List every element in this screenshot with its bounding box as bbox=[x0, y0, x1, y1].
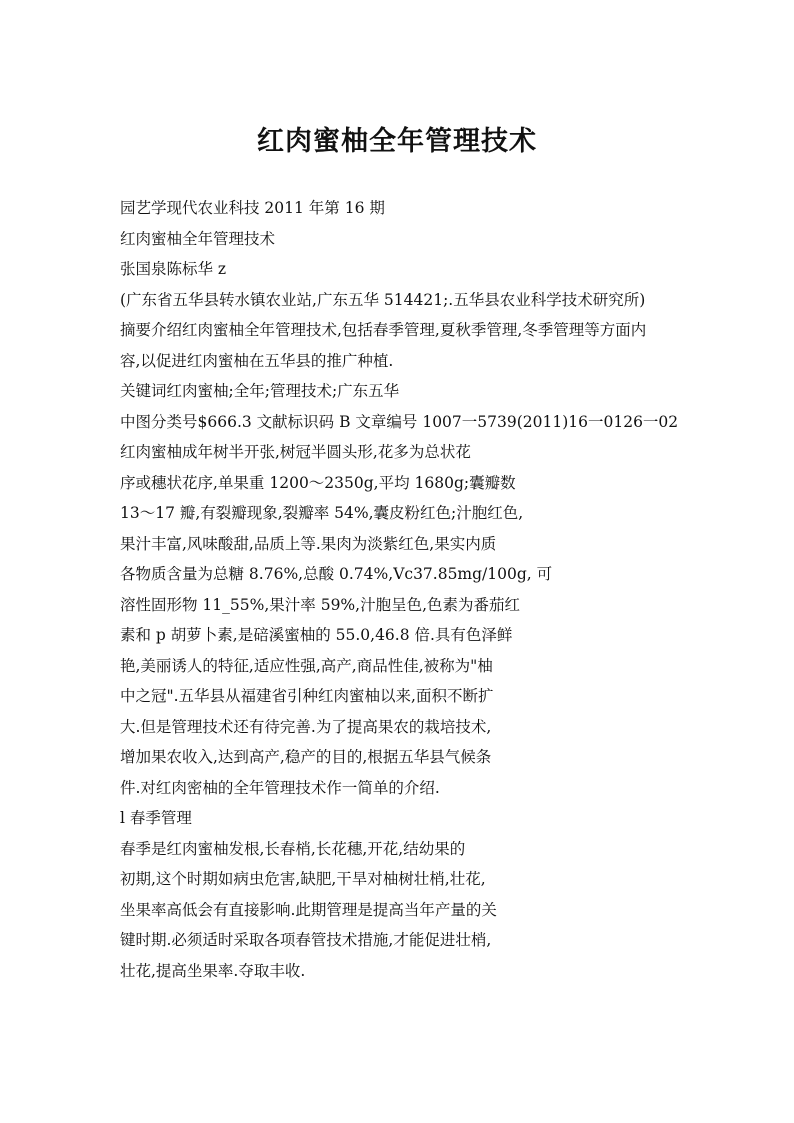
abstract-line: 摘要介绍红肉蜜柚全年管理技术,包括春季管理,夏秋季管理,冬季管理等方面内 bbox=[120, 321, 647, 339]
body-text-line: 13～17 瓣,有裂瓣现象,裂瓣率 54%,囊皮粉红色;汁胞红色, bbox=[120, 504, 524, 522]
body-text-line: 溶性固形物 11_55%,果汁率 59%,汁胞呈色,色素为番茄红 bbox=[120, 595, 521, 614]
classification-line: 中图分类号$666.3 文献标识码 B 文章编号 1007一5739(2011)16一0126一02 bbox=[120, 412, 679, 431]
body-text-line: 初期,这个时期如病虫危害,缺肥,干旱对柚树壮梢,壮花, bbox=[120, 870, 486, 888]
body-text-line: 中之冠".五华县从福建省引种红肉蜜柚以来,面积不断扩 bbox=[120, 687, 494, 705]
body-text-line: 键时期.必须适时采取各项春管技术措施,才能促进壮梢, bbox=[120, 931, 492, 949]
body-text-line: 增加果农收入,达到高产,稳产的目的,根据五华县气候条 bbox=[120, 748, 492, 766]
body-text-line: 艳,美丽诱人的特征,适应性强,高产,商品性佳,被称为"柚 bbox=[120, 656, 493, 675]
affiliation-line: (广东省五华县转水镇农业站,广东五华 514421;.五华县农业科学技术研究所) bbox=[120, 290, 646, 309]
body-text-line: 素和 p 胡萝卜素,是碚溪蜜柚的 55.0,46.8 倍.具有色泽鲜 bbox=[120, 626, 513, 644]
body-text-line: 件.对红肉密柚的全年管理技术作一简单的介绍. bbox=[120, 778, 440, 797]
body-text-line: 果汁丰富,风味酸甜,品质上等.果肉为淡紫红色,果实内质 bbox=[120, 534, 497, 553]
abstract-line: 容,以促进红肉蜜柚在五华县的推广种植. bbox=[120, 351, 394, 370]
document-body bbox=[120, 196, 720, 989]
document-title: 红肉蜜柚全年管理技术 bbox=[257, 126, 537, 157]
body-text-line: 序或穗状花序,单果重 1200～2350g,平均 1680g;囊瓣数 bbox=[120, 473, 516, 492]
body-text-line: 各物质含量为总糖 8.76%,总酸 0.74%,Vc37.85mg/100g, 可 bbox=[120, 565, 553, 583]
keywords-line: 关键词红肉蜜柚;全年;管理技术;广东五华 bbox=[120, 382, 400, 400]
article-title-line: 红肉蜜柚全年管理技术 bbox=[120, 229, 276, 248]
authors-line: 张国泉陈标华 z bbox=[120, 260, 227, 278]
body-text-line: 坐果率高低会有直接影响.此期管理是提高当年产量的关 bbox=[120, 900, 497, 919]
section-heading: l 春季管理 bbox=[120, 809, 192, 827]
body-text-line: 红肉蜜柚成年树半开张,树冠半圆头形,花多为总状花 bbox=[120, 443, 471, 461]
body-text-line: 壮花,提高坐果率.夺取丰收. bbox=[120, 961, 306, 980]
journal-info-line: 园艺学现代农业科技 2011 年第 16 期 bbox=[120, 199, 385, 217]
body-text-line: 春季是红肉蜜柚发根,长春梢,长花穗,开花,结幼果的 bbox=[120, 839, 466, 858]
body-text-line: 大.但是管理技术还有待完善.为了提高果农的栽培技术, bbox=[120, 717, 492, 736]
